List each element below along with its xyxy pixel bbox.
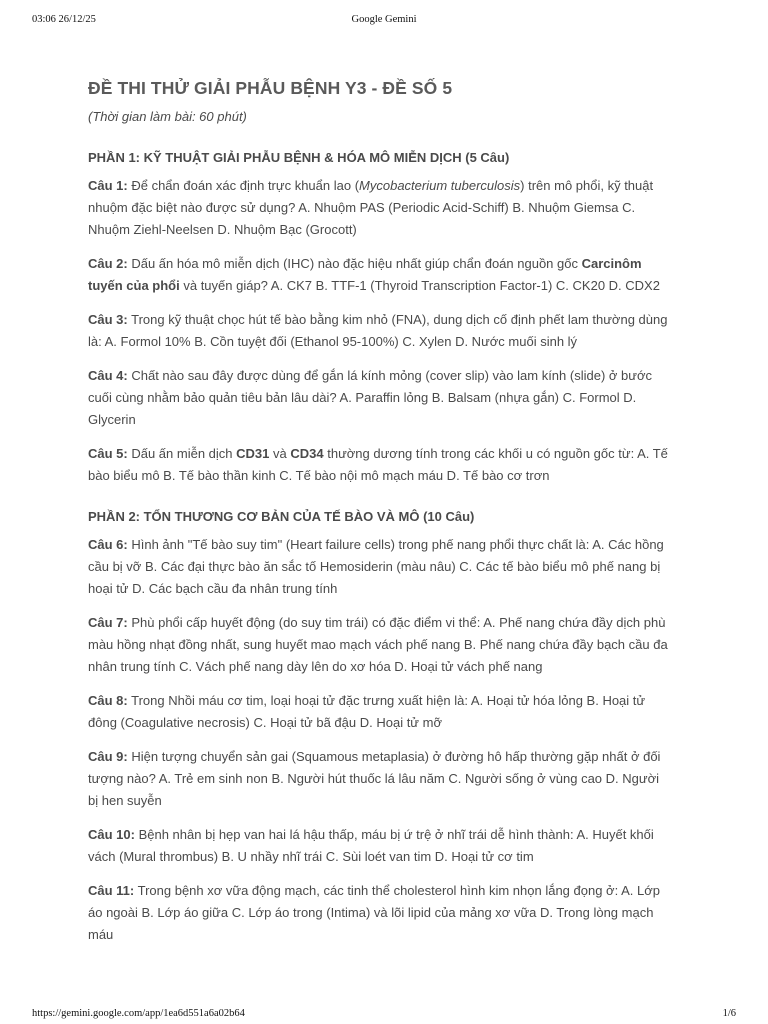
question-text: và tuyến giáp? A. CK7 B. TTF-1 (Thyroid Transcription Factor-1) C. CK20 D. CDX2 <box>179 278 660 293</box>
question-8 <box>88 690 672 734</box>
print-page-title: Google Gemini <box>351 14 417 25</box>
question-5 <box>88 443 672 487</box>
question-text: và <box>269 446 291 461</box>
question-text: Trong Nhồi máu cơ tim, loại hoại tử đặc trưng xuất hiện là: A. Hoại tử hóa lỏng B. Hoại tử đông (Coagulative necrosis) C. Hoại tử bã đậu D. Hoại tử mỡ <box>88 693 646 730</box>
document-body <box>88 74 672 946</box>
question-text: ) trên mô phổi, kỹ thuật nhuộm đặc biệt nào được sử dụng? A. Nhuộm PAS (Periodic Acid-Schiff) B. Nhuộm Giemsa C. Nhuộm Ziehl-Neelsen D. Nhuộm Bạc (Grocott) <box>88 178 654 237</box>
question-9 <box>88 746 672 812</box>
question-label: Câu 11: <box>88 883 135 898</box>
question-label: Câu 10: <box>88 827 135 842</box>
question-10 <box>88 824 672 868</box>
question-label: Câu 1: <box>88 178 128 193</box>
question-6 <box>88 534 672 600</box>
document-title: ĐỀ THI THỬ GIẢI PHẪU BỆNH Y3 - ĐỀ SỐ 5 <box>88 78 453 98</box>
print-url: https://gemini.google.com/app/1ea6d551a6a02b64 <box>32 1008 245 1019</box>
question-text: Chất nào sau đây được dùng để gắn lá kính mỏng (cover slip) vào lam kính (slide) ở bước cuối cùng nhằm bảo quản tiêu bản lâu dài? A. Paraffin lỏng B. Balsam (nhựa gắn) C. Formol D. Glycerin <box>88 368 652 427</box>
question-label: Câu 2: <box>88 256 128 271</box>
question-bold-term: Carcinôm tuyến của phổi <box>88 256 642 293</box>
question-text: Dấu ấn hóa mô miễn dịch (IHC) nào đặc hiệu nhất giúp chẩn đoán nguồn gốc <box>127 256 582 271</box>
print-datetime: 03:06 26/12/25 <box>32 14 96 25</box>
question-3 <box>88 309 672 353</box>
question-label: Câu 5: <box>88 446 128 461</box>
question-4 <box>88 365 672 431</box>
question-bold-term: CD31 <box>236 446 270 461</box>
document-subtitle: (Thời gian làm bài: 60 phút) <box>88 109 247 124</box>
question-text: Phù phổi cấp huyết động (do suy tim trái) có đặc điểm vi thể: A. Phế nang chứa đầy dịch phù màu hồng nhạt đồng nhất, sung huyết mao mạch vách phế nang B. Phế nang chứa đầy bạch cầu đa nhân trung tính C. Vách phế nang dày lên do xơ hóa D. Hoại tử vách phế nang <box>88 615 668 674</box>
question-text: Hình ảnh "Tế bào suy tim" (Heart failure cells) trong phế nang phổi thực chất là: A. Các hồng cầu bị vỡ B. Các đại thực bào ăn sắc tố Hemosiderin (màu nâu) C. Các tế bào biểu mô phế nang bị hoại tử D. Các bạch cầu đa nhân trung tính <box>88 537 664 596</box>
question-label: Câu 3: <box>88 312 128 327</box>
question-label: Câu 4: <box>88 368 128 383</box>
question-7 <box>88 612 672 678</box>
question-2 <box>88 253 672 297</box>
question-label: Câu 7: <box>88 615 128 630</box>
section-heading: PHẦN 2: TỔN THƯƠNG CƠ BẢN CỦA TẾ BÀO VÀ MÔ (10 Câu) <box>88 509 475 524</box>
question-text: Dấu ấn miễn dịch <box>127 446 237 461</box>
question-label: Câu 9: <box>88 749 128 764</box>
question-11 <box>88 880 672 946</box>
question-1 <box>88 175 672 241</box>
question-label: Câu 6: <box>88 537 128 552</box>
question-label: Câu 8: <box>88 693 128 708</box>
question-italic-term: Mycobacterium tuberculosis <box>359 178 521 193</box>
section-heading: PHẦN 1: KỸ THUẬT GIẢI PHẪU BỆNH & HÓA MÔ MIỄN DỊCH (5 Câu) <box>88 150 510 165</box>
question-text: Trong bệnh xơ vữa động mạch, các tinh thể cholesterol hình kim nhọn lắng đọng ở: A. Lớp áo ngoài B. Lớp áo giữa C. Lớp áo trong (Intima) và lõi lipid của mảng xơ vữa D. Trong lòng mạch máu <box>88 883 660 942</box>
question-text: Hiện tượng chuyển sản gai (Squamous metaplasia) ở đường hô hấp thường gặp nhất ở đối tượng nào? A. Trẻ em sinh non B. Người hút thuốc lá lâu năm C. Người sống ở vùng cao D. Người bị hen suyễn <box>88 749 661 808</box>
question-text: Trong kỹ thuật chọc hút tế bào bằng kim nhỏ (FNA), dung dịch cố định phết lam thường dùng là: A. Formol 10% B. Cồn tuyệt đối (Ethanol 95-100%) C. Xylen D. Nước muối sinh lý <box>88 312 668 349</box>
question-bold-term: CD34 <box>290 446 324 461</box>
question-text: Để chẩn đoán xác định trực khuẩn lao ( <box>127 178 360 193</box>
question-text: Bệnh nhân bị hẹp van hai lá hậu thấp, máu bị ứ trệ ở nhĩ trái dễ hình thành: A. Huyết khối vách (Mural thrombus) B. U nhầy nhĩ trái C. Sùi loét van tim D. Hoại tử cơ tim <box>88 827 654 864</box>
print-page-number: 1/6 <box>722 1008 736 1019</box>
question-text: thường dương tính trong các khối u có nguồn gốc từ: A. Tế bào biểu mô B. Tế bào thần kinh C. Tế bào nội mô mạch máu D. Tế bào cơ trơn <box>88 446 668 483</box>
